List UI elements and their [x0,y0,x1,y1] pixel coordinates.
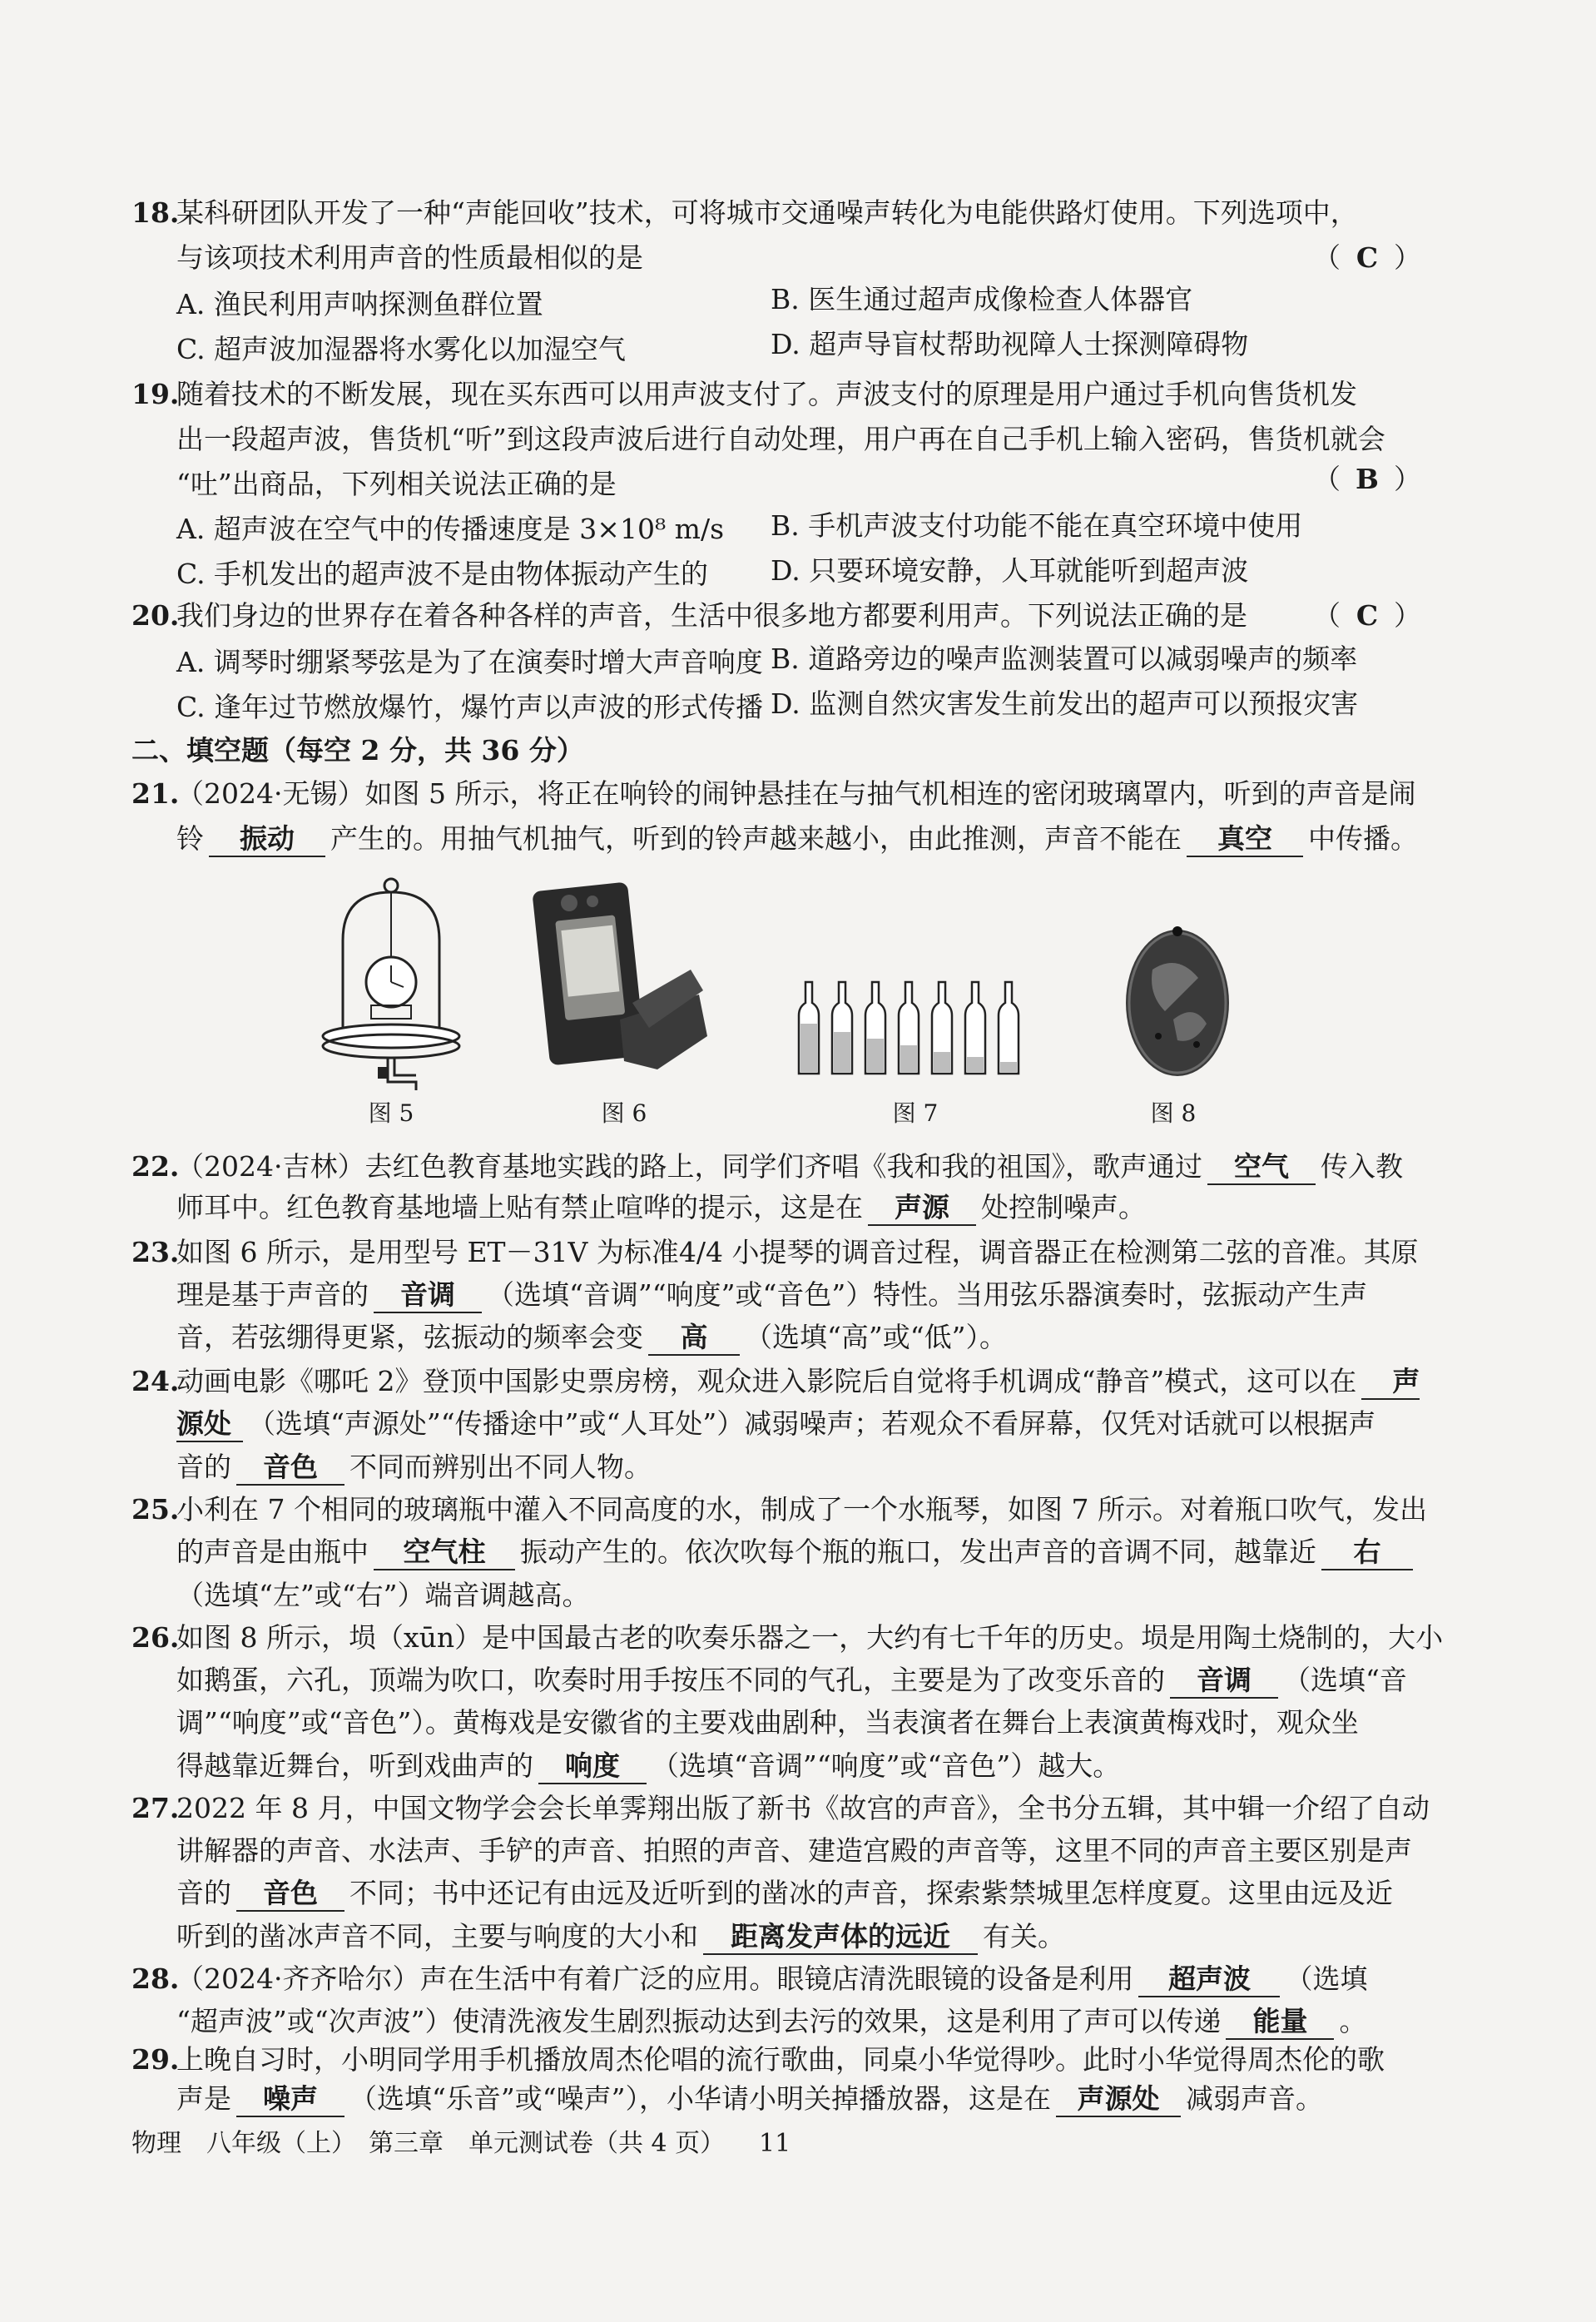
option-b: B. 手机声波支付功能不能在真空环境中使用 [771,509,1303,542]
question-number: 26. [131,1620,180,1654]
question-text: 源处 （选填“声源处”“传播途中”或“人耳处”）减弱噪声；若观众不看屏幕，仅凭对话就可以根据声 [176,1402,1425,1446]
option-d: D. 监测自然灾害发生前发出的超声可以预报灾害 [771,687,1359,720]
tuner-figure [533,870,716,1086]
question-number: 22. [131,1150,180,1183]
question-text: 得越靠近舞台，听到戏曲声的 响度 （选填“音调”“响度”或“音色”）越大。 [176,1744,1425,1788]
answer-blank: 音色 [236,1877,344,1912]
question-text: 随着技术的不断发展，现在买东西可以用声波支付了。声波支付的原理是用户通过手机向售货机发 [176,378,1357,410]
footer-text: 物理 八年级（上） 第三章 单元测试卷（共 4 页） [131,2129,726,2158]
answer-blank: 音调 [374,1278,482,1313]
answer-blank: 响度 [538,1749,647,1784]
option-c: C. 手机发出的超声波不是由物体振动产生的 [176,558,709,590]
option-d: D. 只要环境安静，人耳就能听到超声波 [771,554,1249,587]
option-d: D. 超声导盲杖帮助视障人士探测障碍物 [771,328,1249,360]
figure-caption: 图 5 [368,1099,414,1127]
question-number: 21. [131,777,180,810]
question-text: 上晚自习时，小明同学用手机播放周杰伦唱的流行歌曲，同桌小华觉得吵。此时小华觉得周杰伦的歌 [176,2042,1385,2076]
option-c: C. 逢年过节燃放爆竹，爆竹声以声波的形式传播 [176,691,764,723]
answer-blank: 空气柱 [374,1536,515,1570]
question-text: 我们身边的世界存在着各种各样的声音，生活中很多地方都要利用声。下列说法正确的是 [176,599,1247,632]
question-text: 如鹅蛋，六孔，顶端为吹口，吹奏时用手按压不同的气孔，主要是为了改变乐音的 音调 （选填“音 [176,1659,1425,1702]
question-text: 讲解器的声音、水法声、手铲的声音、拍照的声音、建造宫殿的声音等，这里不同的声音主要区别是声 [176,1834,1412,1868]
answer-blank: 空气 [1207,1150,1316,1185]
figure-caption: 图 7 [892,1099,939,1127]
answer-letter: C [1356,241,1379,274]
figure-caption: 图 6 [601,1099,647,1127]
question-number: 24. [131,1365,180,1398]
bell-jar-figure [316,874,466,1090]
question-text: 理是基于声音的 音调 （选填“音调”“响度”或“音色”）特性。当用弦乐器演奏时，弦振动产生声 [176,1273,1425,1317]
question-text: 某科研团队开发了一种“声能回收”技术，可将城市交通噪声转化为电能供路灯使用。下列选项中， [176,196,1358,229]
section-heading: 二、填空题（每空 2 分，共 36 分） [131,734,584,767]
answer-blank: 音色 [236,1451,344,1486]
answer-bracket: （ B ） [1313,458,1421,501]
water-bottles-figure [791,965,1040,1082]
answer-bracket: （ C ） [1313,236,1421,280]
option-b: B. 医生通过超声成像检查人体器官 [771,283,1193,315]
question-text: 声是 噪声 （选填“乐音”或“噪声”），小华请小明关掉播放器，这是在 声源处 减弱声音。 [176,2077,1425,2121]
answer-blank: 能量 [1226,2005,1334,2040]
option-b: B. 道路旁边的噪声监测装置可以减弱噪声的频率 [771,643,1358,675]
question-text: （2024·齐齐哈尔）声在生活中有着广泛的应用。眼镜店清洗眼镜的设备是利用 超声波 （选填 [176,1957,1425,2001]
question-text: 的声音是由瓶中 空气柱 振动产生的。依次吹每个瓶的瓶口，发出声音的音调不同，越靠近 右 [176,1531,1425,1574]
question-number: 18. [131,196,180,229]
xun-instrument-figure [1115,920,1240,1086]
option-a: A. 调琴时绷紧琴弦是为了在演奏时增大声音响度 [176,646,763,678]
answer-blank: 声 [1361,1365,1420,1400]
option-a: A. 超声波在空气中的传播速度是 3×10⁸ m/s [176,513,725,545]
option-a: A. 渔民利用声呐探测鱼群位置 [176,288,543,320]
answer-blank: 高 [648,1321,740,1356]
question-number: 25. [131,1493,180,1526]
question-text: 小利在 7 个相同的玻璃瓶中灌入不同高度的水，制成了一个水瓶琴，如图 7 所示。对着瓶口吹气，发出 [176,1493,1427,1526]
page-number: 11 [759,2129,791,2158]
question-number: 29. [131,2042,180,2076]
question-text: 动画电影《哪吒 2》登顶中国影史票房榜，观众进入影院后自觉将手机调成“静音”模式，这可以在 声 [176,1360,1425,1403]
question-text: 音的 音色 不同而辨别出不同人物。 [176,1446,1425,1489]
answer-blank: 振动 [209,822,325,857]
question-text: “超声波”或“次声波”）使清洗液发生剧烈振动达到去污的效果，这是利用了声可以传递 能量 。 [176,2000,1425,2043]
question-text: 铃 振动 产生的。用抽气机抽气，听到的铃声越来越小，由此推测，声音不能在 真空 中传播。 [176,817,1425,861]
question-text: （选填“左”或“右”）端音调越高。 [176,1578,590,1611]
answer-blank: 声源处 [1056,2082,1181,2117]
answer-blank: 右 [1321,1536,1413,1570]
figure-caption: 图 8 [1150,1099,1197,1127]
answer-bracket: （ C ） [1313,594,1421,638]
question-number: 19. [131,378,180,410]
question-text: 师耳中。红色教育基地墙上贴有禁止喧哗的提示，这是在 声源 处控制噪声。 [176,1186,1425,1229]
question-number: 27. [131,1791,180,1824]
question-text: （2024·吉林）去红色教育基地实践的路上，同学们齐唱《我和我的祖国》，歌声通过 空气 传入教 [176,1145,1425,1188]
question-text: 如图 6 所示，是用型号 ET－31V 为标准4/4 小提琴的调音过程，调音器正在检测第二弦的音准。其原 [176,1235,1419,1268]
question-text: “吐”出商品，下列相关说法正确的是 [176,468,617,500]
answer-letter: C [1356,599,1379,632]
answer-blank: 源处 [176,1407,243,1442]
question-number: 28. [131,1962,180,1995]
answer-blank: 超声波 [1138,1962,1280,1997]
question-text: 调”“响度”或“音色”）。黄梅戏是安徽省的主要戏曲剧种，当表演者在舞台上表演黄梅戏时，观众坐 [176,1706,1359,1739]
option-c: C. 超声波加湿器将水雾化以加湿空气 [176,333,627,365]
question-text: 听到的凿冰声音不同，主要与响度的大小和 距离发声体的远近 有关。 [176,1915,1425,1958]
question-text: 出一段超声波，售货机“听”到这段声波后进行自动处理，用户再在自己手机上输入密码，售货机就会 [176,423,1385,455]
question-text: 音的 音色 不同；书中还记有由远及近听到的凿冰的声音，探索紫禁城里怎样度夏。这里由远及近 [176,1872,1425,1915]
answer-letter: B [1356,463,1379,495]
question-number: 20. [131,599,180,632]
answer-blank: 噪声 [236,2082,344,2117]
answer-blank: 声源 [868,1191,976,1226]
question-number: 23. [131,1235,180,1268]
answer-blank: 音调 [1170,1664,1278,1699]
question-text: （2024·无锡）如图 5 所示，将正在响铃的闹钟悬挂在与抽气机相连的密闭玻璃罩内，听到的声音是闹 [176,777,1416,810]
answer-blank: 距离发声体的远近 [703,1920,978,1955]
question-text: 2022 年 8 月，中国文物学会会长单霁翔出版了新书《故宫的声音》，全书分五辑，其中辑一介绍了自动 [176,1791,1430,1824]
answer-blank: 真空 [1187,822,1303,857]
question-text: 如图 8 所示，埙（xūn）是中国最古老的吹奏乐器之一，大约有七千年的历史。埙是用陶土烧制的，大小 [176,1620,1444,1654]
question-text: 音，若弦绷得更紧，弦振动的频率会变 高 （选填“高”或“低”）。 [176,1316,1425,1359]
question-text: 与该项技术利用声音的性质最相似的是 [176,241,643,274]
